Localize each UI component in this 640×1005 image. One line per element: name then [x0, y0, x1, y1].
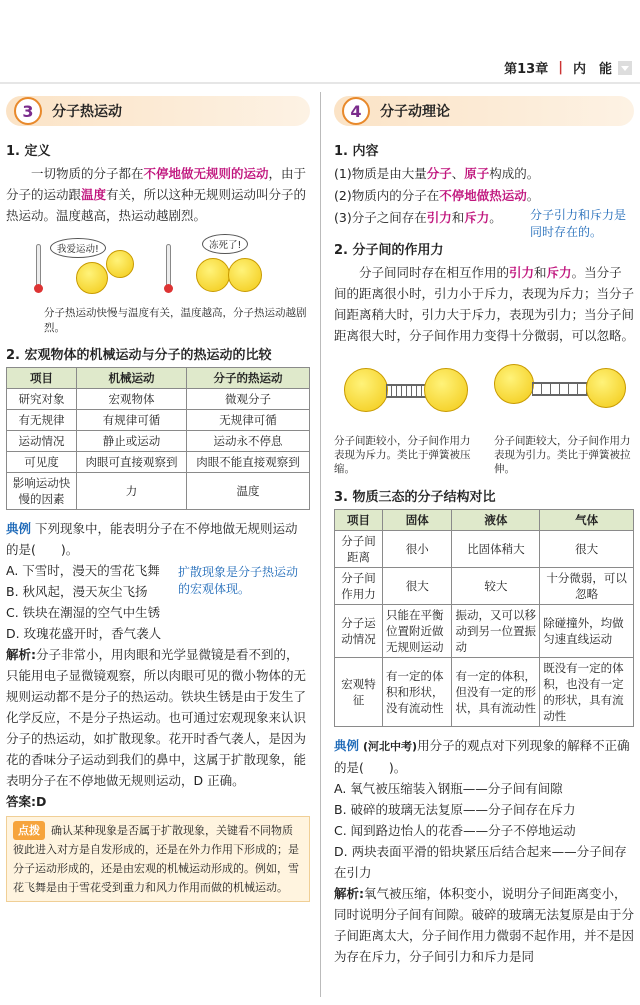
- force-illustration: [334, 354, 634, 432]
- force-text: 分子间同时存在相互作用的引力和斥力。当分子间的距离很小时，引力小于斥力，表现为斥力；当分子间距离稍大时，引力大于斥力，表现为引力；当分子间距离很大时，分子间作用力变得十分微弱，可以忽略。: [334, 265, 635, 343]
- chapter-indicator: [504, 58, 632, 77]
- content-item-2: (2)物质内的分子在不停地做热运动。: [334, 188, 540, 203]
- option-b: B. 秋风起，漫天灰尘飞扬: [6, 584, 148, 599]
- analysis: 解析:分子非常小，用肉眼和光学显微镜是看不到的，只能用电子显微镜观察，所以肉眼可见的微小物体的无规则运动都不是分子的热运动。铁块生锈是由于发生了化学反应，不是分子热运动。也可通过宏观现象来认识分子的热运动，如扩散现象。花开时香气袭人，是因为花的香味分子运动到我们的鼻中，这属于扩散现象，能表明分子在不停地做无规则运动，D 正确。: [6, 647, 307, 788]
- thermometer-icon: [36, 244, 41, 288]
- option-d: D. 玫瑰花盛开时，香气袭人: [6, 626, 162, 641]
- column-divider: [320, 92, 321, 997]
- section-header: [334, 96, 634, 126]
- example-block: [334, 735, 634, 967]
- spring-compressed: [386, 384, 426, 398]
- option-d: D. 两块表面平滑的铅块紧压后结合起来——分子间存在引力: [334, 844, 627, 880]
- chapter-title: 内 能: [572, 62, 612, 77]
- section-number: 4: [342, 97, 370, 125]
- section-number: 3: [14, 97, 42, 125]
- option-b: B. 破碎的玻璃无法复原——分子间存在斥力: [334, 802, 576, 817]
- molecule-icon: [424, 368, 468, 412]
- tip-tag: 点拨: [13, 821, 45, 840]
- thermal-motion-illustration: [6, 234, 310, 302]
- states-table: [334, 509, 634, 727]
- table-row: 分子间距离 很小 比固体稍大 很大: [335, 531, 634, 568]
- header-rule: [0, 82, 640, 84]
- content-item-1: (1)物质是由大量分子、原子构成的。: [334, 166, 540, 181]
- analysis: 解析:氧气被压缩，体积变小，说明分子间距离变小，同时说明分子间有间隙。破碎的玻璃无法复原是由于分子间距离太大，分子间作用力微弱不起作用，并不是因为存在斥力，分子间引力和斥力是同: [334, 886, 635, 964]
- example-question: 典例 (河北中考)用分子的观点对下列现象的解释不正确的是( )。: [334, 738, 630, 775]
- caption-attraction: 分子间距较大，分子间作用力表现为引力。类比于弹簧被拉伸。: [494, 435, 631, 475]
- molecule-icon: [106, 250, 134, 278]
- table-header-row: 项目 固体 液体 气体: [335, 510, 634, 531]
- option-a: A. 氧气被压缩装入钢瓶——分子间有间隙: [334, 781, 563, 796]
- answer: 答案:D: [6, 794, 47, 809]
- comparison-table: [6, 367, 310, 510]
- molecule-icon: [494, 364, 534, 404]
- spring-stretched: [532, 382, 588, 396]
- definition-heading: 1. 定义: [6, 144, 51, 159]
- comparison-heading: 2. 宏观物体的机械运动与分子的热运动的比较: [6, 348, 272, 363]
- table-row: 影响运动快慢的因素 力 温度: [7, 473, 310, 510]
- example-question: 典例 下列现象中，能表明分子在不停地做无规则运动的是( )。: [6, 521, 298, 557]
- handwritten-note: 分子引力和斥力是同时存在的。: [530, 208, 627, 239]
- tip-box: [6, 816, 310, 902]
- thermometer-icon: [166, 244, 171, 288]
- molecule-icon: [586, 368, 626, 408]
- states-heading: 3. 物质三态的分子结构对比: [334, 490, 496, 505]
- tip-text: 确认某种现象是否属于扩散现象，关键看不同物质彼此进入对方是自发形成的，还是在外力作用下形成的；是分子运动形成的，还是由宏观的机械运动形成的。例如，雪花飞舞是由于雪花受到重力和风力作用而做的机械运动。: [13, 824, 299, 894]
- table-header-row: 项目 机械运动 分子的热运动: [7, 368, 310, 389]
- table-row: 可见度 肉眼可直接观察到 肉眼不能直接观察到: [7, 452, 310, 473]
- table-row: 研究对象 宏观物体 微观分子: [7, 389, 310, 410]
- example-block: [6, 518, 310, 812]
- section-header: [6, 96, 310, 126]
- table-row: 有无规律 有规律可循 无规律可循: [7, 410, 310, 431]
- right-column: [334, 96, 634, 967]
- force-captions: [334, 434, 634, 476]
- molecule-icon: [228, 258, 262, 292]
- option-c: C. 闻到路边怡人的花香——分子不停地运动: [334, 823, 576, 838]
- table-row: 宏观特征 有一定的体积和形状，没有流动性 有一定的体积，但没有一定的形状，具有流动性 既没有一定的体积，也没有一定的形状，具有流动性: [335, 658, 634, 727]
- chevron-down-icon: [618, 61, 632, 75]
- content-item-3: (3)分子之间存在引力和斥力。: [334, 210, 502, 225]
- speech-bubble: 冻死了!: [202, 234, 248, 254]
- section-title: 分子动理论: [380, 104, 450, 120]
- handwritten-note: 扩散现象是分子热运动的宏观体现。: [178, 565, 299, 596]
- table-row: 分子间作用力 很大 较大 十分微弱，可以忽略: [335, 568, 634, 605]
- speech-bubble: 我爱运动!: [50, 238, 106, 258]
- molecule-icon: [76, 262, 108, 294]
- content-item-3-wrap: [334, 207, 634, 239]
- force-heading: 2. 分子间的作用力: [334, 243, 444, 258]
- chapter-number: 第13章: [504, 62, 549, 77]
- page-header: [0, 0, 640, 84]
- caption-repulsion: 分子间距较小，分子间作用力表现为斥力。类比于弹簧被压缩。: [334, 435, 471, 475]
- option-a: A. 下雪时，漫天的雪花飞舞: [6, 563, 160, 578]
- definition-text: 一切物质的分子都在不停地做无规则的运动，由于分子的运动跟温度有关，所以这种无规则运动叫分子的热运动。温度越高，热运动越剧烈。: [6, 166, 307, 223]
- option-c: C. 铁块在潮湿的空气中生锈: [6, 605, 161, 620]
- molecule-icon: [344, 368, 388, 412]
- illustration-caption: 分子热运动快慢与温度有关，温度越高，分子热运动越剧烈。: [44, 307, 307, 334]
- table-row: 分子运动情况 只能在平衡位置附近做无规则运动 振动，又可以移动到另一位置振动 除碰撞外，均做匀速直线运动: [335, 605, 634, 658]
- content-heading: 1. 内容: [334, 144, 379, 159]
- molecule-icon: [196, 258, 230, 292]
- left-column: [6, 96, 310, 902]
- table-row: 运动情况 静止或运动 运动永不停息: [7, 431, 310, 452]
- separator: |: [558, 60, 563, 75]
- section-title: 分子热运动: [52, 104, 122, 120]
